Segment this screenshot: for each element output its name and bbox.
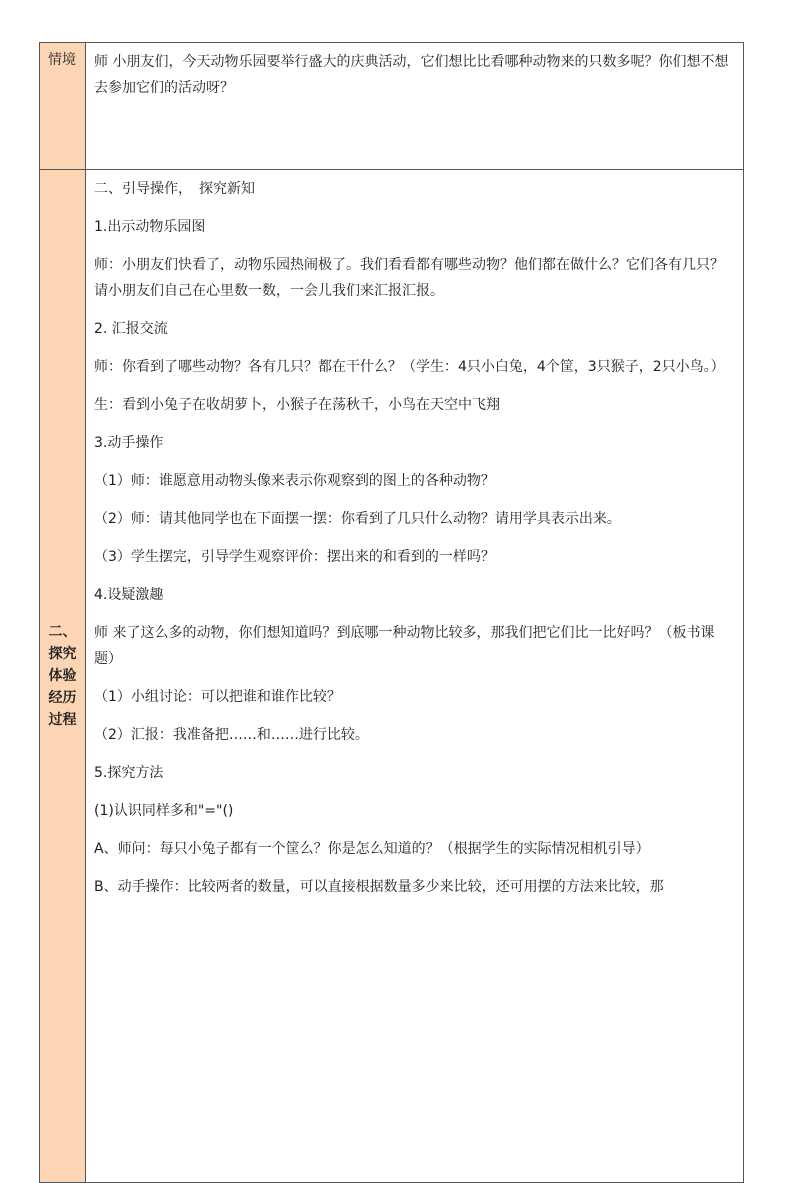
paragraph: 师 来了这么多的动物，你们想知道吗？到底哪一种动物比较多，那我们把它们比一比好吗？（板书课题） <box>94 625 715 667</box>
explore-content-cell <box>86 170 744 1183</box>
intro-label-cell <box>40 43 86 170</box>
step-heading: 1.出示动物乐园图 <box>94 219 206 235</box>
paragraph: （1）师：谁愿意用动物头像来表示你观察到的图上的各种动物？ <box>94 473 495 489</box>
intro-row <box>40 43 744 170</box>
paragraph: （2）汇报：我准备把……和……进行比较。 <box>94 727 369 743</box>
paragraph: （1）小组讨论：可以把谁和谁作比较？ <box>94 689 341 705</box>
paragraph: （2）师：请其他同学也在下面摆一摆：你看到了几只什么动物？请用学具表示出来。 <box>94 511 621 527</box>
intro-label: 情境 <box>48 52 76 68</box>
paragraph: (1)认识同样多和"="() <box>94 803 234 819</box>
intro-content-cell <box>86 43 744 170</box>
paragraph: B、动手操作：比较两者的数量，可以直接根据数量多少来比较，还可用摆的方法来比较，那 <box>94 879 664 895</box>
step-heading: 2. 汇报交流 <box>94 321 168 337</box>
paragraph: 师：小朋友们快看了，动物乐园热闹极了。我们看看都有哪些动物？他们都在做什么？它们各有几只？请小朋友们自己在心里数一数，一会儿我们来汇报汇报。 <box>94 257 724 299</box>
paragraph: 师：你看到了哪些动物？各有几只？都在干什么？（学生：4只小白兔，4个筐，3只猴子，2只小鸟。） <box>94 359 725 375</box>
explore-label-cell <box>40 170 86 1183</box>
step-heading: 5.探究方法 <box>94 765 164 781</box>
explore-label: 二、探究体验经历过程 <box>48 624 77 728</box>
lesson-plan-table <box>39 42 744 1183</box>
section-heading: 二、引导操作， 探究新知 <box>94 181 255 197</box>
paragraph: （3）学生摆完，引导学生观察评价：摆出来的和看到的一样吗？ <box>94 549 495 565</box>
paragraph: A、师问：每只小兔子都有一个筐么？你是怎么知道的？（根据学生的实际情况相机引导） <box>94 841 650 857</box>
intro-text: 师 小朋友们，今天动物乐园要举行盛大的庆典活动，它们想比比看哪种动物来的只数多呢？你们想不想去参加它们的活动呀？ <box>94 54 729 96</box>
explore-row <box>40 170 744 1183</box>
step-heading: 3.动手操作 <box>94 435 164 451</box>
paragraph: 生：看到小兔子在收胡萝卜，小猴子在荡秋千，小鸟在天空中飞翔 <box>94 397 500 413</box>
step-heading: 4.设疑激趣 <box>94 587 164 603</box>
